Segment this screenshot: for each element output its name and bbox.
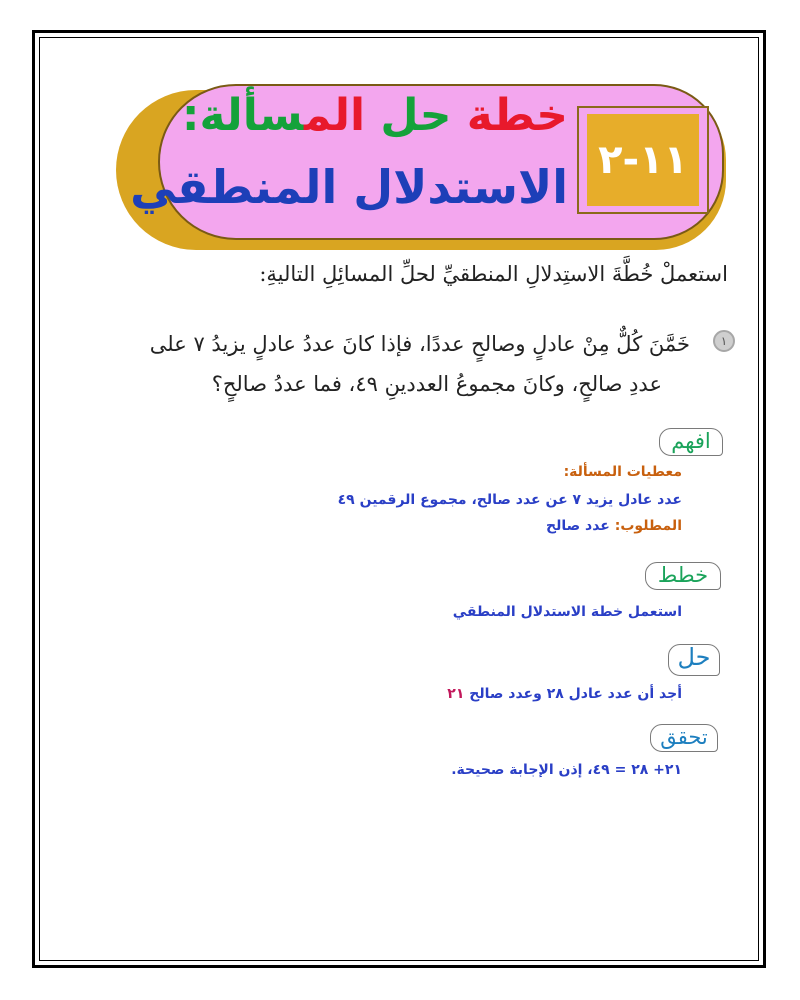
instruction-text: استعملْ خُطَّةَ الاستِدلالِ المنطقيِّ لحلِّ المسائِلِ التاليةِ: bbox=[259, 262, 728, 286]
lesson-subtitle: الاستدلال المنطقي bbox=[130, 160, 568, 214]
plan-text: استعمل خطة الاستدلال المنطقي bbox=[452, 604, 682, 620]
title-word-solve: حل bbox=[365, 90, 452, 141]
problem-statement bbox=[78, 324, 728, 404]
lesson-title bbox=[130, 88, 568, 238]
givens-label: معطيات المسألة: bbox=[563, 464, 682, 480]
solve-text: أجد أن عدد عادل ٢٨ وعدد صالح bbox=[469, 686, 682, 702]
tag-understand: افهم bbox=[659, 428, 723, 456]
required-line bbox=[546, 518, 682, 534]
problem-line-1: خَمَّنَ كُلٌّ مِنْ عادلٍ وصالحٍ عددًا، فإذا كانَ عددُ عادلٍ يزيدُ ٧ على bbox=[149, 332, 690, 356]
solve-line bbox=[447, 686, 682, 702]
required-label: المطلوب: bbox=[614, 518, 682, 534]
tag-solve: حل bbox=[668, 644, 720, 676]
problem-number: ١ bbox=[720, 334, 728, 348]
solve-answer: ٢١ bbox=[447, 686, 465, 702]
required-text: عدد صالح bbox=[546, 518, 610, 534]
title-word-problem-a: الم bbox=[304, 90, 366, 141]
problem-line-2: عددِ صالحٍ، وكانَ مجموعُ العددينِ ٤٩، فما عددُ صالحٍ؟ bbox=[211, 372, 662, 396]
tag-plan: خطط bbox=[645, 562, 721, 590]
check-text: ٢١+ ٢٨ = ٤٩، إذن الإجابة صحيحة. bbox=[451, 762, 682, 778]
title-word-plan: خطة bbox=[451, 90, 568, 141]
title-word-problem-b: سألة: bbox=[181, 90, 304, 141]
title-line-1 bbox=[182, 92, 568, 140]
lesson-number: ١١-٢ bbox=[598, 137, 688, 183]
lesson-number-box bbox=[587, 114, 699, 206]
tag-check: تحقق bbox=[650, 724, 718, 752]
givens-text: عدد عادل يزيد ٧ عن عدد صالح، مجموع الرقمين ٤٩ bbox=[337, 492, 682, 508]
